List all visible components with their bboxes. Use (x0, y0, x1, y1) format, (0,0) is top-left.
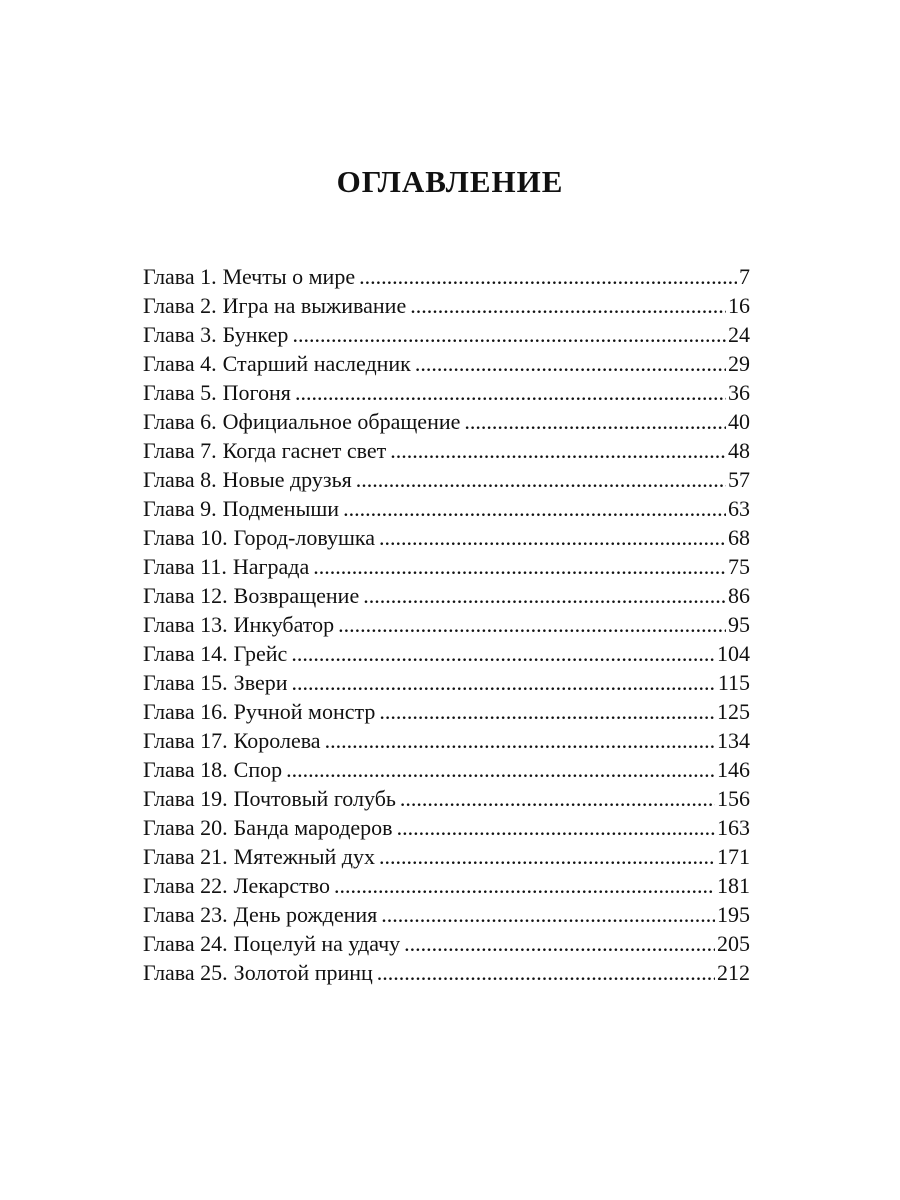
toc-entry[interactable] (143, 581, 750, 610)
toc-entry[interactable] (143, 813, 750, 842)
toc-entry[interactable] (143, 871, 750, 900)
toc-entry[interactable] (143, 523, 750, 552)
toc-entry[interactable] (143, 291, 750, 320)
page-number: 48 (728, 438, 750, 463)
page-number: 212 (717, 960, 750, 985)
toc-entry[interactable] (143, 697, 750, 726)
chapter-number: Глава 6. (143, 409, 217, 434)
dot-leader (381, 900, 715, 929)
dot-leader (343, 494, 726, 523)
chapter-title: Игра на выживание (222, 293, 407, 318)
toc-entry[interactable] (143, 349, 750, 378)
page-number: 24 (728, 322, 750, 347)
toc-entry[interactable] (143, 320, 750, 349)
chapter-number: Глава 5. (143, 380, 217, 405)
chapter-title: Золотой принц (233, 960, 373, 985)
chapter-title: Грейс (233, 641, 288, 666)
toc-entry[interactable] (143, 262, 750, 291)
dot-leader (379, 842, 715, 871)
toc-entry[interactable] (143, 378, 750, 407)
toc-entry[interactable] (143, 755, 750, 784)
chapter-title: Возвращение (233, 583, 360, 608)
page-number: 195 (717, 902, 750, 927)
toc-entry[interactable] (143, 494, 750, 523)
dot-leader (313, 552, 726, 581)
dot-leader (292, 668, 716, 697)
toc-entry[interactable] (143, 436, 750, 465)
dot-leader (404, 929, 715, 958)
chapter-title: Поцелуй на удачу (233, 931, 401, 956)
page-title: ОГЛАВЛЕНИЕ (336, 164, 564, 199)
chapter-number: Глава 18. (143, 757, 228, 782)
chapter-title: Официальное обращение (222, 409, 461, 434)
chapter-title: Банда мародеров (233, 815, 393, 840)
dot-leader (377, 958, 715, 987)
chapter-title: Спор (233, 757, 283, 782)
chapter-number: Глава 23. (143, 902, 228, 927)
page-number: 134 (717, 728, 750, 753)
page-number: 75 (728, 554, 750, 579)
toc-entry[interactable] (143, 465, 750, 494)
dot-leader (400, 784, 715, 813)
dot-leader (359, 262, 737, 291)
chapter-number: Глава 4. (143, 351, 217, 376)
dot-leader (464, 407, 726, 436)
table-of-contents (143, 262, 750, 987)
page-number: 163 (717, 815, 750, 840)
chapter-number: Глава 22. (143, 873, 228, 898)
dot-leader (292, 320, 726, 349)
page-number: 146 (717, 757, 750, 782)
toc-entry[interactable] (143, 668, 750, 697)
page-number: 68 (728, 525, 750, 550)
chapter-title: Почтовый голубь (233, 786, 396, 811)
dot-leader (390, 436, 726, 465)
dot-leader (397, 813, 715, 842)
chapter-number: Глава 12. (143, 583, 228, 608)
chapter-title: Мечты о мире (222, 264, 356, 289)
chapter-title: Бункер (222, 322, 289, 347)
toc-entry[interactable] (143, 784, 750, 813)
chapter-number: Глава 16. (143, 699, 228, 724)
page-number: 16 (728, 293, 750, 318)
chapter-number: Глава 1. (143, 264, 217, 289)
toc-entry[interactable] (143, 407, 750, 436)
dot-leader (295, 378, 726, 407)
chapter-title: День рождения (233, 902, 378, 927)
page-number: 104 (717, 641, 750, 666)
chapter-title: Королева (233, 728, 321, 753)
dot-leader (325, 726, 715, 755)
dot-leader (356, 465, 726, 494)
chapter-title: Ручной монстр (233, 699, 376, 724)
chapter-number: Глава 21. (143, 844, 228, 869)
chapter-title: Подменыши (222, 496, 340, 521)
chapter-number: Глава 7. (143, 438, 217, 463)
page-number: 57 (728, 467, 750, 492)
page-number: 36 (728, 380, 750, 405)
chapter-number: Глава 17. (143, 728, 228, 753)
chapter-title: Новые друзья (222, 467, 352, 492)
dot-leader (379, 697, 715, 726)
dot-leader (363, 581, 726, 610)
dot-leader (410, 291, 726, 320)
toc-entry[interactable] (143, 639, 750, 668)
page-number: 40 (728, 409, 750, 434)
dot-leader (338, 610, 726, 639)
chapter-title: Инкубатор (233, 612, 335, 637)
chapter-title: Город-ловушка (233, 525, 376, 550)
chapter-number: Глава 2. (143, 293, 217, 318)
chapter-number: Глава 10. (143, 525, 228, 550)
chapter-number: Глава 20. (143, 815, 228, 840)
chapter-number: Глава 9. (143, 496, 217, 521)
dot-leader (379, 523, 726, 552)
page-number: 95 (728, 612, 750, 637)
chapter-number: Глава 14. (143, 641, 228, 666)
chapter-title: Награда (232, 554, 310, 579)
page-number: 181 (717, 873, 750, 898)
chapter-title: Когда гаснет свет (222, 438, 387, 463)
page-number: 125 (717, 699, 750, 724)
toc-entry[interactable] (143, 929, 750, 958)
dot-leader (415, 349, 726, 378)
dot-leader (334, 871, 715, 900)
chapter-number: Глава 15. (143, 670, 228, 695)
toc-entry[interactable] (143, 900, 750, 929)
page-number: 156 (717, 786, 750, 811)
toc-entry[interactable] (143, 958, 750, 987)
chapter-title: Старший наследник (222, 351, 411, 376)
toc-entry[interactable] (143, 842, 750, 871)
page-number: 205 (717, 931, 750, 956)
chapter-number: Глава 8. (143, 467, 217, 492)
chapter-number: Глава 11. (143, 554, 227, 579)
page-number: 171 (717, 844, 750, 869)
chapter-number: Глава 3. (143, 322, 217, 347)
chapter-number: Глава 19. (143, 786, 228, 811)
page-number: 115 (717, 670, 750, 695)
page-number: 86 (728, 583, 750, 608)
chapter-title: Лекарство (233, 873, 330, 898)
dot-leader (286, 755, 715, 784)
page-number: 7 (739, 264, 750, 289)
chapter-title: Погоня (222, 380, 291, 405)
toc-entry[interactable] (143, 552, 750, 581)
chapter-number: Глава 25. (143, 960, 228, 985)
toc-entry[interactable] (143, 726, 750, 755)
chapter-title: Звери (233, 670, 288, 695)
toc-entry[interactable] (143, 610, 750, 639)
dot-leader (291, 639, 715, 668)
chapter-title: Мятежный дух (233, 844, 375, 869)
chapter-number: Глава 24. (143, 931, 228, 956)
page-number: 29 (728, 351, 750, 376)
page-number: 63 (728, 496, 750, 521)
chapter-number: Глава 13. (143, 612, 228, 637)
